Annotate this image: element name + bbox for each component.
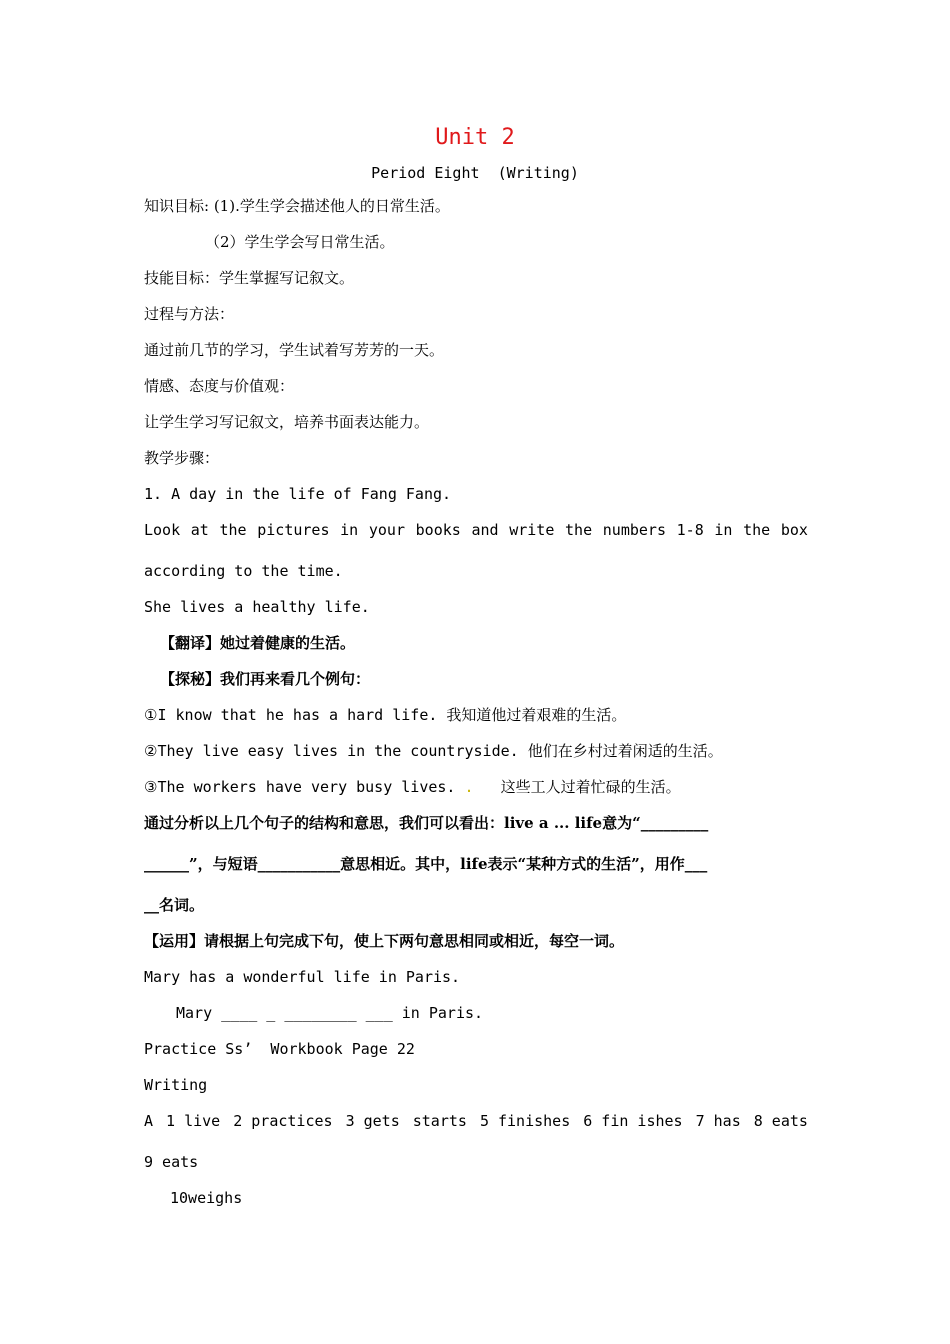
instruction-word: the (743, 521, 771, 539)
example-3-chinese: 这些工人过着忙碌的生活。 (473, 778, 681, 796)
instruction-word: write (509, 521, 555, 539)
skill-objective: 技能目标：学生掌握写记叙文。 (144, 269, 355, 287)
analysis-line-3: __名词。 (144, 896, 205, 914)
analysis-line-2: ______”，与短语___________意思相近。其中，life表示“某种方式的生活”，用作___ (144, 855, 708, 873)
instruction-word: and (471, 521, 499, 539)
answer-item: A (144, 1112, 154, 1130)
answer-item: 3 gets (345, 1112, 400, 1130)
answers-line (144, 1111, 808, 1131)
step1-instruction (144, 520, 808, 540)
steps-heading: 教学步骤： (144, 449, 220, 467)
emotion-text: 让学生学习写记叙文，培养书面表达能力。 (144, 413, 430, 431)
example-sentence: She lives a healthy life. (144, 598, 370, 616)
answers-cont: 9 eats (144, 1153, 199, 1171)
knowledge-objective-1: 知识目标: (1).学生学会描述他人的日常生活。 (144, 197, 450, 215)
analysis-line-1: 通过分析以上几个句子的结构和意思，我们可以看出：live a ... life意为“_________ (144, 814, 709, 832)
instruction-word: 1-8 (676, 521, 704, 539)
instruction-word: numbers (602, 521, 666, 539)
example-2: ②They live easy lives in the countryside. 他们在乡村过着闲适的生活。 (144, 742, 723, 760)
instruction-word: Look (144, 521, 181, 539)
instruction-word: pictures (257, 521, 330, 539)
answer-item: 8 eats (753, 1112, 808, 1130)
writing-heading: Writing (144, 1076, 208, 1094)
translate-note: 【翻译】她过着健康的生活。 (160, 634, 356, 652)
unit-title: Unit 2 (435, 125, 515, 150)
instruction-word: in (340, 521, 359, 539)
instruction-word: box (780, 521, 808, 539)
apply-sentence-2: Mary ____ _ ________ ___ in Paris. (176, 1004, 484, 1022)
explore-note: 【探秘】我们再来看几个例句： (160, 670, 371, 688)
example-1: ①I know that he has a hard life. 我知道他过着艰难的生活。 (144, 706, 627, 724)
instruction-word: books (415, 521, 461, 539)
answer-item: 7 has (695, 1112, 741, 1130)
instruction-word: your (368, 521, 405, 539)
instruction-word: at (190, 521, 209, 539)
answer-item: 5 finishes (479, 1112, 571, 1130)
apply-instruction: 【运用】请根据上句完成下句，使上下两句意思相同或相近，每空一词。 (144, 932, 625, 950)
stray-dot-mark: . (464, 778, 474, 796)
answers-last: 10weighs (170, 1189, 243, 1207)
knowledge-objective-2: （2）学生学会写日常生活。 (205, 233, 395, 251)
process-text: 通过前几节的学习，学生试着写芳芳的一天。 (144, 341, 445, 359)
apply-sentence-1: Mary has a wonderful life in Paris. (144, 968, 461, 986)
answer-item: 6 fin ishes (583, 1112, 683, 1130)
answer-item: 2 practices (233, 1112, 333, 1130)
answer-item: starts (412, 1112, 467, 1130)
example-3 (144, 777, 808, 797)
instruction-word: in (714, 521, 733, 539)
period-subtitle: Period Eight (Writing) (371, 164, 579, 182)
example-3-english: ③The workers have very busy lives. (144, 778, 465, 796)
emotion-heading: 情感、态度与价值观： (144, 377, 295, 395)
step1-instruction-cont: according to the time. (144, 562, 343, 580)
practice-line: Practice Ss’ Workbook Page 22 (144, 1040, 415, 1058)
process-heading: 过程与方法： (144, 305, 235, 323)
instruction-word: the (219, 521, 247, 539)
step1-heading: 1. A day in the life of Fang Fang. (144, 485, 452, 503)
instruction-word: the (565, 521, 593, 539)
answer-item: 1 live (166, 1112, 221, 1130)
